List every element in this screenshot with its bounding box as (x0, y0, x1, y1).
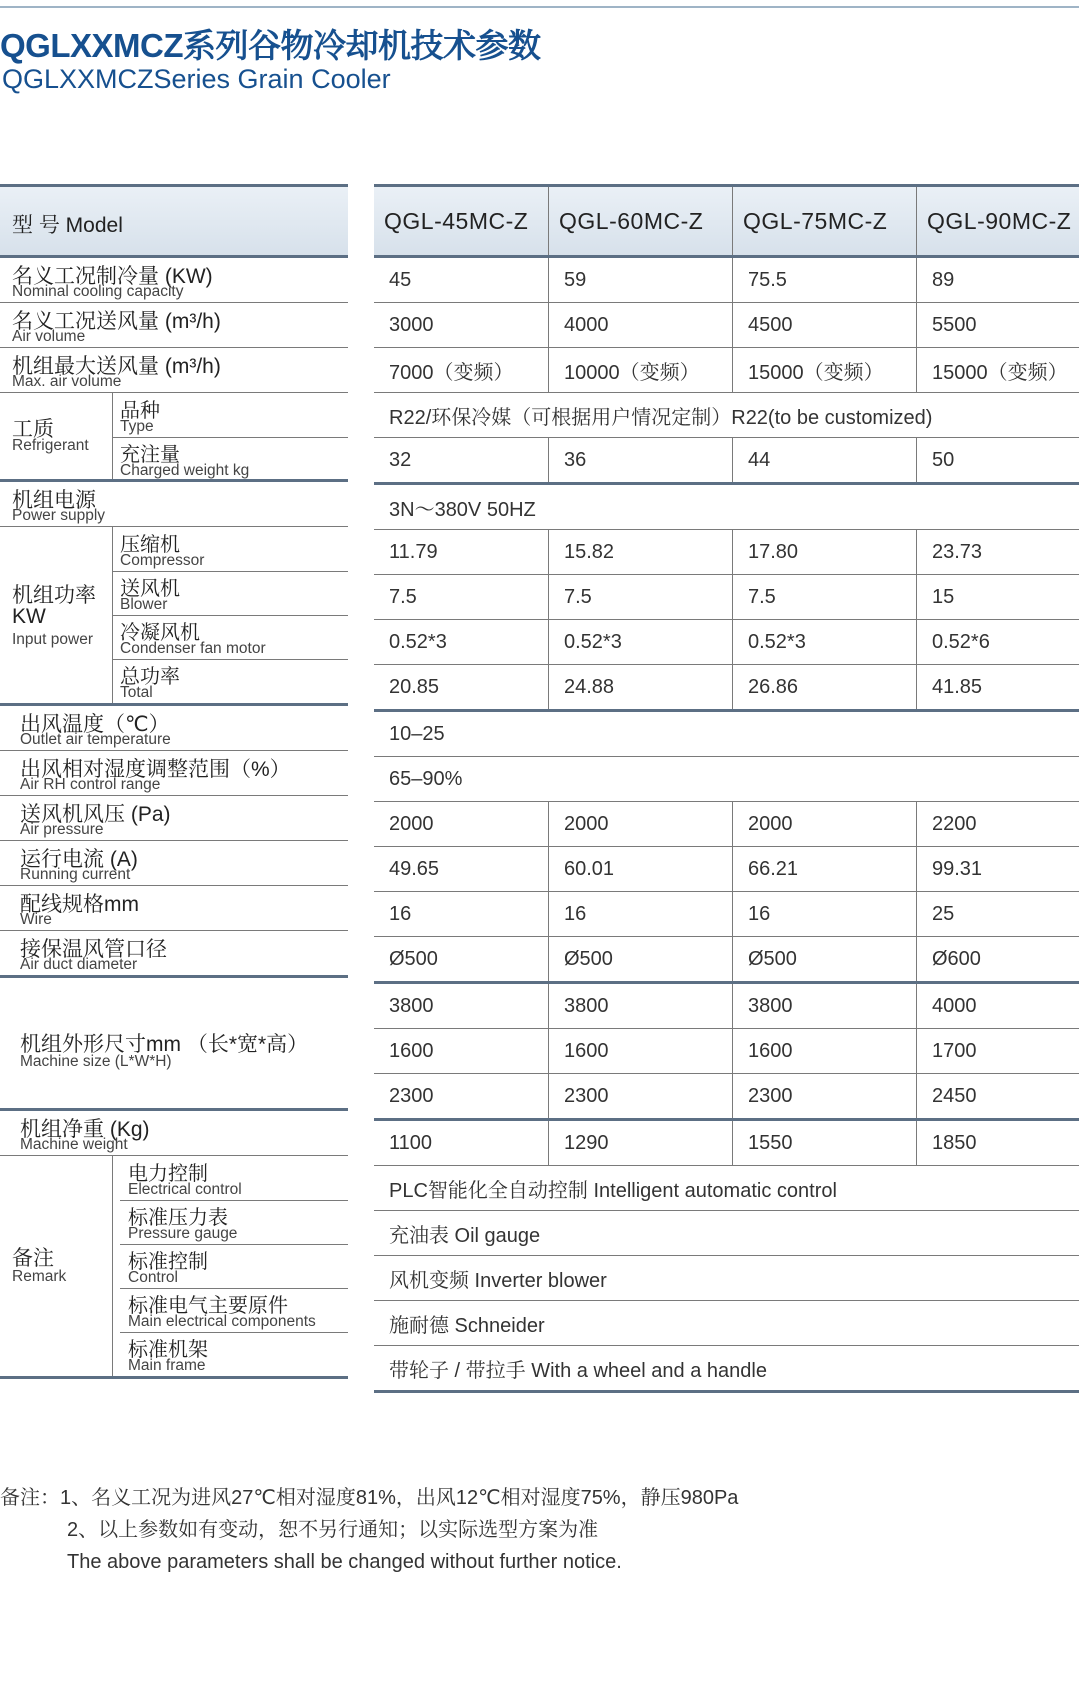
value-cell: 0.52*6 (932, 630, 990, 653)
value-cell: Ø500 (733, 937, 917, 981)
label-en: Pressure gauge (128, 1225, 238, 1242)
label-en: Charged weight kg (120, 462, 250, 479)
row-air-pressure (374, 802, 1079, 847)
value-cell: 99.31 (932, 857, 983, 880)
row-nominal-cooling (374, 258, 1079, 303)
row-outlet-temp (374, 712, 1079, 757)
value-cell: 4500 (733, 303, 917, 347)
label-cn: 电力控制 (128, 1163, 208, 1185)
sublabel-charge (112, 437, 348, 481)
column-divider (112, 1156, 113, 1376)
row-blower (374, 575, 1079, 620)
value-cell: 0.52*3 (549, 620, 733, 664)
value-cell: 3800 (733, 984, 917, 1028)
label-en: Total (120, 684, 153, 701)
sublabel-remark-item (120, 1200, 348, 1245)
label-en: Control (128, 1269, 178, 1286)
value-cell: 1850 (932, 1131, 977, 1154)
span-value-cell: PLC智能化全自动控制 Intelligent automatic control (389, 1179, 837, 1202)
value-cell: 7.5 (733, 575, 917, 619)
value-cell: 2450 (932, 1084, 977, 1107)
row-air-rh (374, 757, 1079, 802)
group-label-en: Refrigerant (12, 437, 89, 454)
footnote-line: 2、以上参数如有变动，恕不另行通知；以实际选型方案为准 (67, 1519, 599, 1541)
value-cell: 1600 (549, 1029, 733, 1073)
label-en: Outlet air temperature (20, 731, 171, 748)
value-cell: 15 (932, 585, 955, 608)
label-cn: 标准压力表 (128, 1207, 228, 1229)
group-label-unit: KW (12, 605, 46, 628)
value-cell: 66.21 (733, 847, 917, 891)
footnote-line: 备注：1、名义工况为进风27℃相对湿度81%，出风12℃相对湿度75%，静压980Pa (0, 1487, 739, 1509)
label-group-input-power (0, 527, 348, 706)
value-cell: 44 (733, 438, 917, 482)
value-cell: 11.79 (374, 530, 549, 574)
label-max-air-volume (0, 348, 348, 393)
group-label-cn: 机组功率 (12, 584, 96, 607)
row-compressor (374, 530, 1079, 575)
span-value-cell: 施耐德 Schneider (389, 1314, 545, 1337)
row-wire (374, 892, 1079, 937)
label-air-rh (0, 751, 348, 796)
value-cell: 16 (733, 892, 917, 936)
value-cell: 7000（变频） (374, 348, 549, 392)
value-cell: 7.5 (549, 575, 733, 619)
label-en: Wire (20, 911, 52, 928)
label-en: Nominal cooling capacity (12, 283, 184, 300)
value-cell: 26.86 (733, 665, 917, 709)
label-en: Running current (20, 866, 131, 883)
value-cell: 1600 (733, 1029, 917, 1073)
parameter-label-column (0, 184, 348, 1379)
label-cn: 压缩机 (120, 534, 180, 556)
value-cell: 2000 (549, 802, 733, 846)
label-air-pressure (0, 796, 348, 841)
label-en: Electrical control (128, 1181, 242, 1198)
sublabel-remark-item (120, 1244, 348, 1289)
row-remark-components (374, 1301, 1079, 1346)
group-label-en: Input power (12, 631, 93, 648)
value-cell: 10000（变频） (549, 348, 733, 392)
model-label: 型 号 Model (12, 214, 123, 237)
sublabel-total (112, 659, 348, 703)
label-duct-diameter (0, 931, 348, 978)
label-group-refrigerant (0, 393, 348, 482)
value-cell: 2300 (374, 1074, 549, 1118)
value-cell: 89 (932, 268, 955, 291)
span-value-cell: 10–25 (389, 722, 445, 745)
value-cell: 32 (374, 438, 549, 482)
label-en: Blower (120, 596, 168, 613)
label-en: Air volume (12, 328, 86, 345)
row-size-length (374, 984, 1079, 1029)
label-wire (0, 886, 348, 931)
value-cell: 15.82 (549, 530, 733, 574)
label-en: Machine size (L*W*H) (20, 1053, 172, 1070)
label-cn: 机组电源 (12, 489, 96, 512)
value-cell: 45 (374, 258, 549, 302)
row-max-air-volume (374, 348, 1079, 393)
row-size-width (374, 1029, 1079, 1074)
value-cell: 2000 (374, 802, 549, 846)
value-cell: 41.85 (932, 675, 983, 698)
sublabel-remark-item (120, 1288, 348, 1333)
value-cell: 7.5 (374, 575, 549, 619)
page-title-en: QGLXXMCZSeries Grain Cooler (2, 64, 391, 94)
value-cell: 2000 (733, 802, 917, 846)
row-duct-diameter (374, 937, 1079, 984)
sublabel-remark-item (120, 1332, 348, 1376)
span-value-cell: 风机变频 Inverter blower (389, 1269, 607, 1292)
model-cell: QGL-75MC-Z (733, 187, 917, 255)
label-en: Main frame (128, 1357, 206, 1374)
label-en: Type (120, 418, 154, 435)
span-value-cell: 3N～380V 50HZ (389, 498, 536, 521)
value-cell: 75.5 (733, 258, 917, 302)
model-cell: QGL-60MC-Z (549, 187, 733, 255)
group-label-cn: 备注 (12, 1247, 54, 1270)
label-cn: 出风温度（℃） (20, 713, 170, 736)
label-cn: 标准机架 (128, 1339, 208, 1361)
value-cell: 5500 (932, 313, 977, 336)
label-cn: 冷凝风机 (120, 622, 200, 644)
model-cell: QGL-90MC-Z (927, 207, 1072, 234)
label-cn: 名义工况送风量 (m³/h) (12, 310, 221, 333)
row-running-current (374, 847, 1079, 892)
value-cell: 3800 (549, 984, 733, 1028)
value-cell: 0.52*3 (374, 620, 549, 664)
value-cell: 0.52*3 (733, 620, 917, 664)
value-cell: 1550 (733, 1121, 917, 1165)
sublabel-remark-item (120, 1156, 348, 1201)
row-power-supply (374, 485, 1079, 530)
label-weight (0, 1111, 348, 1156)
value-cell: 36 (549, 438, 733, 482)
footnotes (0, 1482, 738, 1578)
label-en: Air pressure (20, 821, 104, 838)
top-divider-line (0, 6, 1079, 8)
value-cell: 25 (932, 902, 955, 925)
label-cn: 总功率 (120, 666, 180, 688)
row-air-volume (374, 303, 1079, 348)
value-cell: 60.01 (549, 847, 733, 891)
label-cn: 名义工况制冷量 (KW) (12, 265, 213, 288)
span-value-cell: 充油表 Oil gauge (389, 1224, 541, 1247)
value-cell: 23.73 (932, 540, 983, 563)
value-cell: 49.65 (374, 847, 549, 891)
sublabel-condenser-fan (112, 615, 348, 660)
row-refrigerant-charge (374, 438, 1079, 485)
value-cell: Ø600 (932, 947, 981, 970)
value-cell: Ø500 (549, 937, 733, 981)
label-cn: 接保温风管口径 (20, 938, 167, 961)
value-cell: 2300 (733, 1074, 917, 1118)
value-cell: 59 (549, 258, 733, 302)
label-en: Power supply (12, 507, 106, 524)
value-cell: 1290 (549, 1121, 733, 1165)
value-cell: 20.85 (374, 665, 549, 709)
label-cn: 运行电流 (A) (20, 848, 138, 871)
label-en: Max. air volume (12, 373, 122, 390)
value-cell: 24.88 (549, 665, 733, 709)
label-nominal-cooling (0, 258, 348, 303)
span-value-cell: 带轮子 / 带拉手 With a wheel and a handle (389, 1359, 767, 1382)
row-remark-control (374, 1256, 1079, 1301)
value-cell: 16 (549, 892, 733, 936)
row-remark-electrical (374, 1166, 1079, 1211)
sublabel-compressor (112, 527, 348, 572)
value-cell: 1600 (374, 1029, 549, 1073)
label-cn: 品种 (120, 400, 160, 422)
row-size-height (374, 1074, 1079, 1121)
row-refrigerant-type (374, 393, 1079, 438)
label-en: Machine weight (20, 1136, 128, 1153)
label-machine-size (0, 978, 348, 1111)
group-label-cn: 工质 (12, 418, 54, 441)
sublabel-type (112, 393, 348, 438)
label-cn: 机组最大送风量 (m³/h) (12, 355, 221, 378)
value-cell: 1700 (932, 1039, 977, 1062)
label-en: Air RH control range (20, 776, 161, 793)
label-air-volume (0, 303, 348, 348)
label-group-remark (0, 1156, 348, 1379)
footnote-line: The above parameters shall be changed without further notice. (67, 1551, 622, 1573)
value-cell: 3000 (374, 303, 549, 347)
label-running-current (0, 841, 348, 886)
label-en: Compressor (120, 552, 205, 569)
model-cell: QGL-45MC-Z (374, 187, 549, 255)
value-cell: 15000（变频） (733, 348, 917, 392)
label-cn: 机组净重 (Kg) (20, 1118, 150, 1141)
value-cell: 4000 (549, 303, 733, 347)
row-remark-gauge (374, 1211, 1079, 1256)
label-cn: 标准电气主要原件 (128, 1295, 288, 1317)
value-cell: 1100 (374, 1121, 549, 1165)
label-cn: 机组外形尺寸mm （长*宽*高） (20, 1033, 309, 1056)
label-cn: 出风相对湿度调整范围（%） (20, 758, 291, 781)
value-cell: 2200 (932, 812, 977, 835)
row-condenser-fan (374, 620, 1079, 665)
label-cn: 送风机风压 (Pa) (20, 803, 171, 826)
value-cell: 4000 (932, 994, 977, 1017)
value-cell: 15000（变频） (932, 361, 1068, 384)
row-remark-frame (374, 1346, 1079, 1393)
group-label-en: Remark (12, 1268, 67, 1285)
label-en: Condenser fan motor (120, 640, 266, 657)
label-power-supply (0, 482, 348, 527)
row-total-power (374, 665, 1079, 712)
sublabel-blower (112, 571, 348, 616)
label-cn: 标准控制 (128, 1251, 208, 1273)
span-value-cell: 65–90% (389, 767, 463, 790)
label-cn: 充注量 (120, 444, 180, 466)
page-title-cn: QGLXXMCZ系列谷物冷却机技术参数 (0, 27, 541, 64)
row-weight (374, 1121, 1079, 1166)
span-value-cell: R22/环保冷媒（可根据用户情况定制）R22(to be customized) (389, 406, 933, 429)
label-en: Air duct diameter (20, 956, 138, 973)
value-cell: 2300 (549, 1074, 733, 1118)
model-header-label (0, 184, 348, 258)
value-cell: 17.80 (733, 530, 917, 574)
label-en: Main electrical components (128, 1313, 316, 1330)
value-cell: 16 (374, 892, 549, 936)
value-cell: 3800 (374, 984, 549, 1028)
value-cell: 50 (932, 448, 955, 471)
model-header-row (374, 184, 1079, 258)
spec-value-table (374, 184, 1079, 1393)
label-outlet-temp (0, 706, 348, 751)
value-cell: Ø500 (374, 937, 549, 981)
label-cn: 送风机 (120, 578, 180, 600)
label-cn: 配线规格mm (20, 893, 139, 916)
